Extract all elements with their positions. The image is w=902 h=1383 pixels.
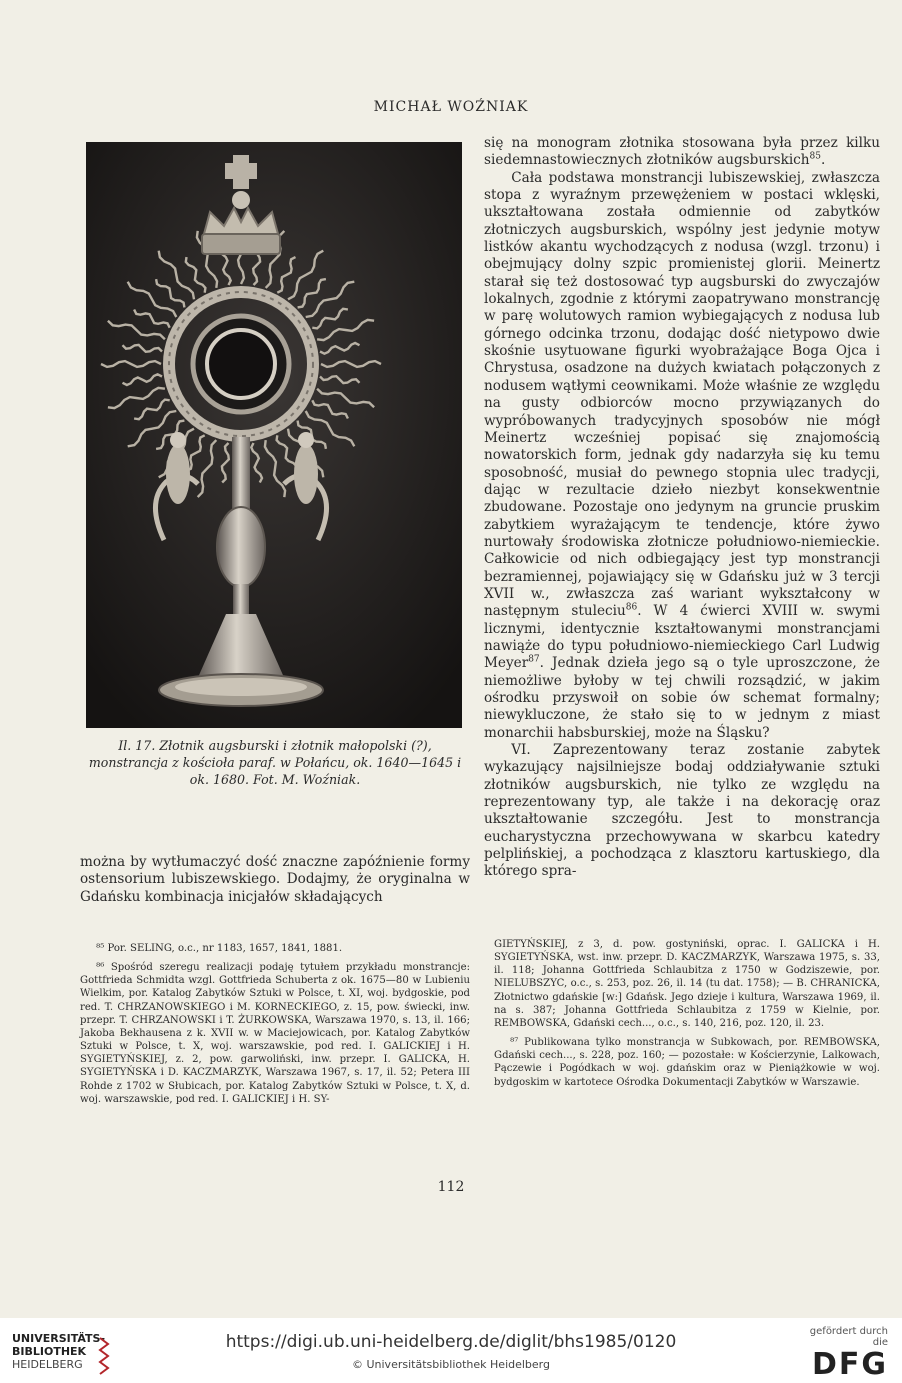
dfg-wordmark: DFG xyxy=(811,1347,888,1382)
footnote-86-continued: GIETYŃSKIEJ, z 3, d. pow. gostyniński, oprac. I. GALICKA i H. SYGIETYŃSKA, wst. inw. przepr. D. KACZMARZYK, Warszawa 1975, s. 33, il. 118; Johanna Gottfrieda Schlaubitza z 1750 w Godziszewie, por. NIELUBSZYC, o.c., s. 253, poz. 26, il. 14 (tu dat. 1758); — B. CHRANICKA, Złotnictwo gdańskie [w:] Gdańsk. Jego dzieje i kultura, Warszawa 1969, il. na s. 387; Johanna Gottfrieda Schlaubitza z 1759 w Kielnie, por. REMBOWSKA, Gdański cech..., o.c., s. 140, 216, poz. 120, il. 23. xyxy=(494,939,880,1029)
page-url-link[interactable]: https://digi.ub.uni-heidelberg.de/diglit/bhs1985/0120 xyxy=(225,1332,677,1352)
logo-line: HEIDELBERG xyxy=(12,1358,83,1371)
paragraph: można by wytłumaczyć dość znaczne zapóźnienie formy ostensorium lubiszewskiego. Dodajmy, że oryginalna w Gdańsku kombinacja inicjałów składających xyxy=(80,854,470,905)
footnote-86: ⁸⁶ Spośród szeregu realizacji podaję tytułem przykładu monstrancje: Gottfrieda Schmidta wzgl. Gottfrieda Schuberta z ok. 1675—80 w Lubieniu Wielkim, por. Katalog Zabytków Sztuki w Polsce, t. XI, woj. bydgoskie, pod red. T. CHRZANOWSKIEGO i M. KORNECKIEGO, z. 15, pow. świecki, inw. przepr. T. CHRZANOWSKI i T. ŻURKOWSKA, Warszawa 1970, s. 13, il. 166; Jakoba Bekhausena z k. XVII w. w Maciejowicach, por. Katalog Zabytków Sztuki w Polsce, t. X, woj. warszawskie, pod red. I. GALICKIEJ i H. SYGIETYŃSKIEJ, z. 2, pow. garwoliński, inw. przepr. I. GALICKA, H. SYGIETYŃSKA i D. KACZMARZYK, Warszawa 1967, s. 17, il. 52; Petera III Rohde z 1702 w Słubicach, por. Katalog Zabytków Sztuki w Polsce, t. X, d. woj. warszawskie, pod red. I. GALICKIEJ i H. SY- xyxy=(80,962,470,1105)
dfg-tagline: gefördert durch die xyxy=(809,1326,888,1348)
page-number: 112 xyxy=(437,1179,465,1195)
paragraph: się na monogram złotnika stosowana była przez kilku siedemnastowiecznych złotników augsburskich$^{85}$. xyxy=(484,135,880,169)
logo-line: BIBLIOTHEK xyxy=(12,1345,87,1358)
left-text-column xyxy=(80,854,470,906)
right-text-column xyxy=(484,135,880,881)
paragraph: VI. Zaprezentowany teraz zostanie zabytek wykazujący najsilniejsze bodaj oddziaływanie sztuki złotników augsburskich, nie tylko ze względu na reprezentowany typ, ale także i na dekorację oraz ukształtowanie szczegółu. Jest to monstrancja eucharystyczna przechowywana w skarbcu katedry pelplińskiej, a pochodząca z klasztoru kartuskiego, dla którego spra- xyxy=(484,742,880,880)
dfg-logo[interactable] xyxy=(808,1326,888,1382)
footnote-ref[interactable]: 86 xyxy=(625,602,638,613)
footnote-ref[interactable]: 87 xyxy=(528,654,540,665)
monstrance-illustration xyxy=(86,142,462,728)
figure-caption: Il. 17. Złotnik augsburski i złotnik małopolski (?), monstrancja z kościoła paraf. w Połańcu, ok. 1640—1645 i ok. 1680. Fot. M. Woźniak. xyxy=(88,738,462,787)
running-title: MICHAŁ WOŹNIAK xyxy=(373,99,529,115)
logo-line: UNIVERSITÄTS- xyxy=(12,1332,106,1345)
paragraph: Cała podstawa monstrancji lubiszewskiej, zwłaszcza stopa z wyraźnym przewężeniem w postaci wklęski, ukształtowana została odmiennie od zabytków złotniczych augsburskich, wspólny jest jedynie motyw listków akantu wychodzących z nodusa (wzgl. trzonu) i obejmujący dolny szpic promienistej glorii. Meinertz starał się też dostosować typ augsburski do zwyczajów lokalnych, zgodnie z którymi zaopatrywano monstrancję w parę wolutowych ramion wybiegających z nodusa lub górnego odcinka trzonu, dodając dość nietypowo dwie skośnie usytuowane figurki wyobrażające Boga Ojca i Chrystusa, osadzone na dużych kwiatach połączonych z nodusem wątłymi ceownikami. Może właśnie ze względu na gusty odbiorców mocno przywiązanych do wypróbowanych tradycyjnych sposobów nie mógł Meinertz wcześniej popisać się znajomością nowatorskich form, jednak gdy nadarzyła się ku temu sposobność, musiał do pewnego stopnia ulec tradycji, dając w rezultacie dzieło niezbyt konsekwentnie zbudowane. Pozostaje ono jedynym na gruncie pruskim zabytkiem wyrażającym te tendencje, które żywo nurtowały środowiska złotnicze południowo-niemieckie. Całkowicie od nich odbiegający jest typ monstrancji bezramiennej, pojawiający się w Gdańsku już w 3 tercji XVII w., zwłaszcza zaś wariant wykształcony w następnym stuleciu$^{86}$. W 4 ćwierci XVIII w. swymi licznymi, identycznie kształtowanymi monstrancjami nawiąże do typu południowo-niemieckiego Carl Ludwig Meyer$^{87}$. Jednak dzieła jego są o tyle uproszczone, że niemożliwe byłoby w tej chwili rozsądzić, w jakim ośrodku przyswoił on sobie ów schemat formalny; niewykluczone, że stało się to w jednym z miast monarchii habsburskiej, może na Śląsku? xyxy=(484,169,880,741)
copyright-notice: © Universitätsbibliothek Heidelberg xyxy=(351,1358,550,1371)
footnote-87: ⁸⁷ Publikowana tylko monstrancja w Subkowach, por. REMBOWSKA, Gdański cech..., s. 228, poz. 160; — pozostałe: w Kościerzynie, Lalkowach, Pączewie i Pogódkach w woj. gdańskim oraz w Pieniążkowie w woj. bydgoskim w kartotece Ośrodka Dokumentacji Zabytków w Warszawie. xyxy=(494,1037,880,1088)
footnotes-right xyxy=(494,938,880,1089)
footnote-85: ⁸⁵ Por. SELING, o.c., nr 1183, 1657, 1841, 1881. xyxy=(96,943,343,954)
viewer-footer xyxy=(0,1318,902,1383)
monstrance-photo xyxy=(86,142,462,728)
footnote-ref[interactable]: 85 xyxy=(809,151,821,162)
footnotes-left xyxy=(80,942,470,1106)
